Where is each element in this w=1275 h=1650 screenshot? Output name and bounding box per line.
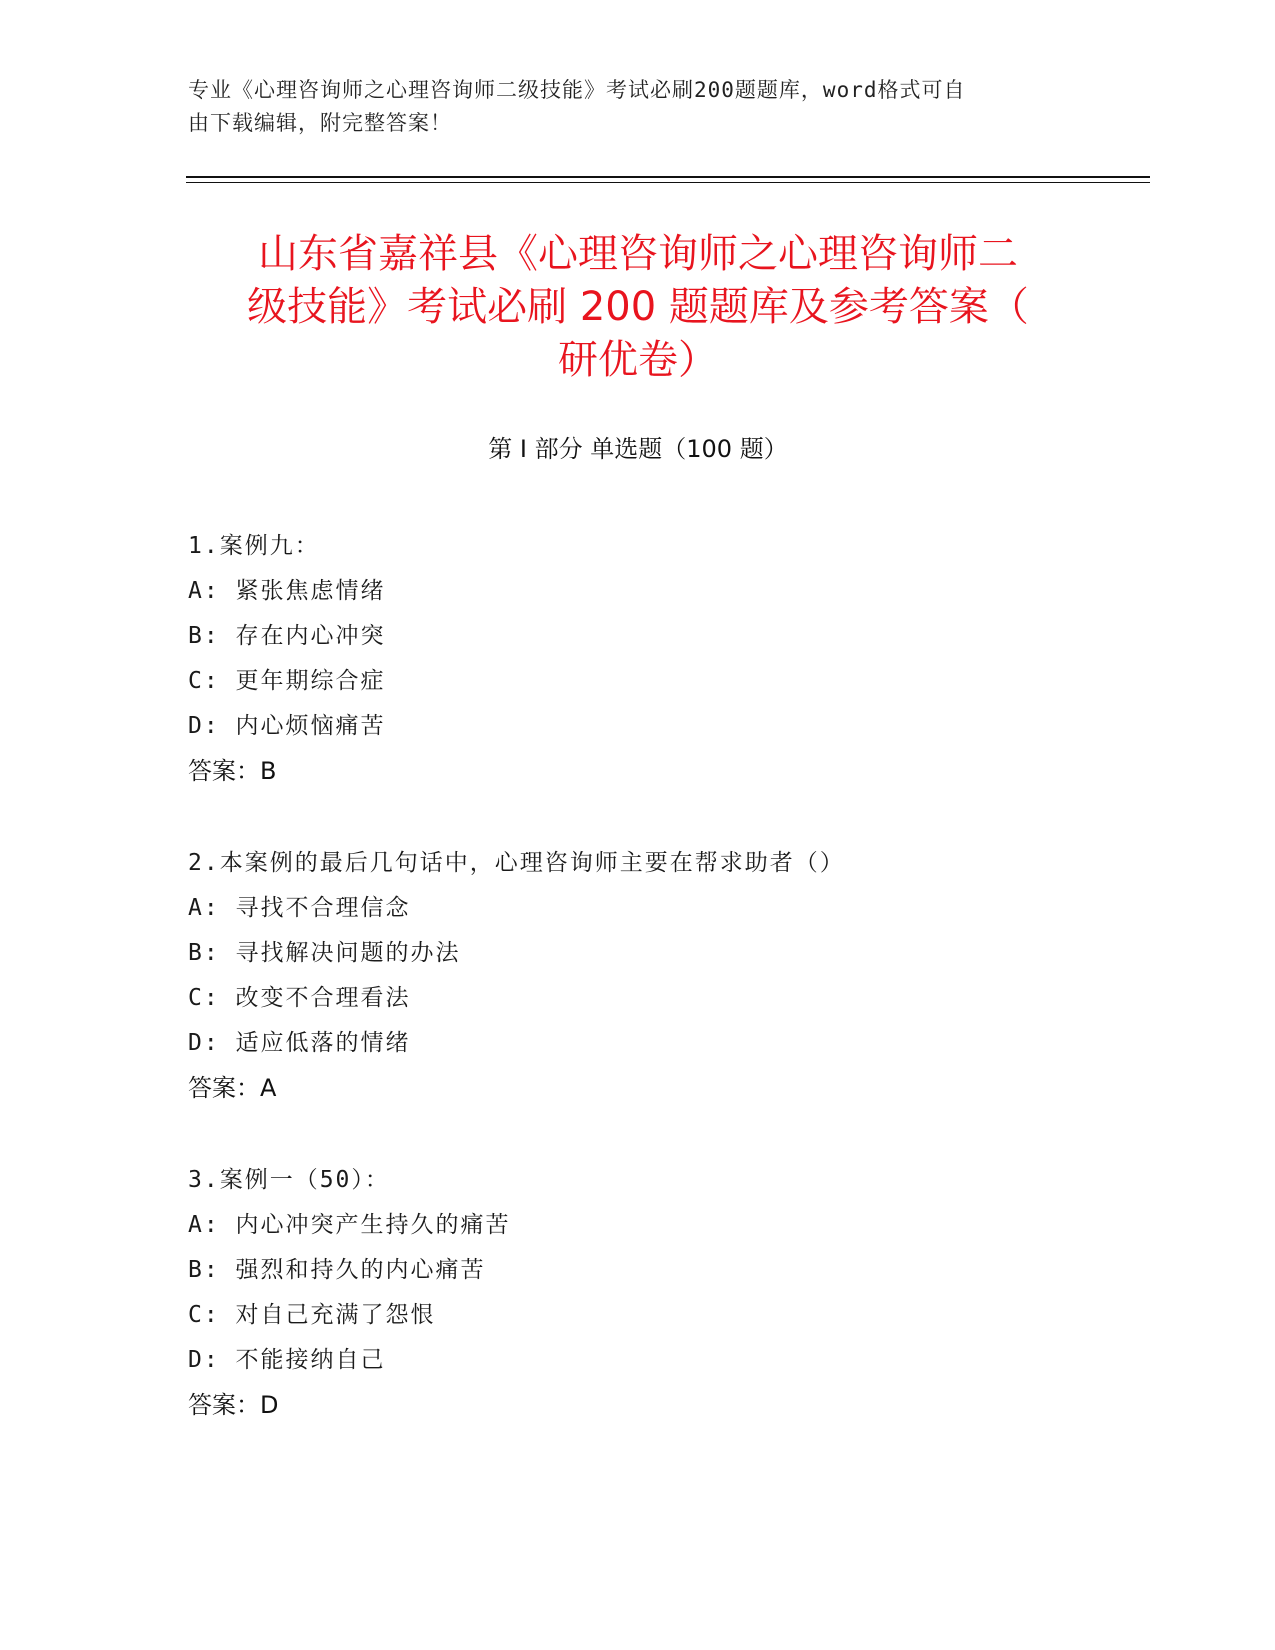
header-note-line-2: 由下载编辑，附完整答案！ (188, 111, 452, 135)
question-3 (188, 1158, 1088, 1428)
option-a: A: 紧张焦虑情绪 (188, 578, 386, 604)
option-c: C: 对自己充满了怨恨 (188, 1302, 436, 1328)
document-title-line-1: 山东省嘉祥县《心理咨询师之心理咨询师二 (258, 231, 1018, 277)
option-c: C: 更年期综合症 (188, 668, 386, 694)
option-d: D: 适应低落的情绪 (188, 1030, 411, 1056)
question-stem: 3.案例一（50）： (188, 1167, 390, 1193)
document-title-line-3: 研优卷） (558, 337, 718, 383)
option-d: D: 不能接纳自己 (188, 1347, 386, 1373)
header-note-line-1: 专业《心理咨询师之心理咨询师二级技能》考试必刷200题题库，word格式可自 (188, 78, 966, 102)
question-stem: 1.案例九： (188, 533, 320, 559)
option-c: C: 改变不合理看法 (188, 985, 411, 1011)
question-2 (188, 841, 1088, 1111)
header-divider-thin (186, 182, 1150, 183)
option-b: B: 寻找解决问题的办法 (188, 940, 461, 966)
option-b: B: 强烈和持久的内心痛苦 (188, 1257, 486, 1283)
question-stem: 2.本案例的最后几句话中，心理咨询师主要在帮求助者（） (188, 850, 845, 876)
answer: 答案：A (188, 1074, 277, 1102)
answer: 答案：B (188, 757, 277, 785)
option-a: A: 内心冲突产生持久的痛苦 (188, 1212, 511, 1238)
question-1 (188, 524, 1088, 794)
document-title-line-2: 级技能》考试必刷 200 题题库及参考答案（ (247, 284, 1029, 330)
section-heading: 第 I 部分 单选题（100 题） (488, 435, 788, 463)
option-b: B: 存在内心冲突 (188, 623, 386, 649)
option-a: A: 寻找不合理信念 (188, 895, 411, 921)
header-divider-thick (186, 176, 1150, 178)
answer: 答案：D (188, 1391, 279, 1419)
header-note (188, 74, 1068, 140)
document-title (188, 228, 1088, 387)
option-d: D: 内心烦恼痛苦 (188, 713, 386, 739)
